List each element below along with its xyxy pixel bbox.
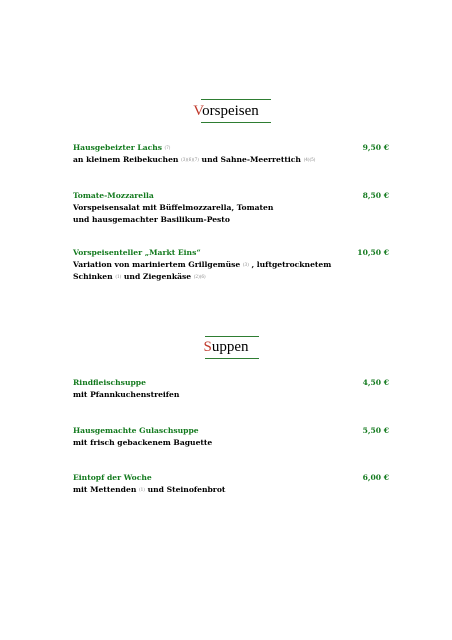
section-rule-top-vorspeisen [201,99,271,100]
menu-item [73,472,389,496]
description-text: Vorspeisensalat mit Büffelmozzarella, Tomaten [73,203,274,212]
item-price: 9,50 € [362,143,389,152]
item-description-line [73,484,389,496]
item-description-line [73,259,389,271]
description-text: und Ziegenkäse [123,272,192,281]
allergen-code: (1) [115,274,122,279]
item-name-line [73,142,389,154]
section-rule-top-suppen [205,336,259,337]
item-name-line [73,425,389,437]
allergen-code: (3) [242,262,249,267]
item-price: 10,50 € [357,248,389,257]
item-name: Eintopf der Woche [73,473,152,482]
allergen-code: (3)(6)(7) [181,157,199,162]
description-text: und hausgemachter Basilikum-Pesto [73,215,230,224]
item-description-line [73,271,389,283]
item-description-line [73,389,389,401]
section-rule-bottom-suppen [205,358,259,359]
section-title-initial: V [193,103,203,119]
item-name: Rindfleischsuppe [73,378,146,387]
description-text: Variation von mariniertem Grillgemüse [73,260,241,269]
section-title-vorspeisen [0,103,452,120]
item-name-line [73,377,389,389]
item-price: 5,50 € [362,426,389,435]
item-description-line [73,437,389,449]
description-text: mit Mettenden [73,485,137,494]
description-text: mit frisch gebackenem Baguette [73,438,213,447]
description-text: und Sahne-Meerrettich [201,155,301,164]
section-title-suppen [0,339,452,356]
allergen-code: (1) [139,487,145,492]
item-name-line [73,190,389,202]
item-description-line [73,214,389,226]
section-title-initial: S [203,339,212,355]
item-name-line [73,472,389,484]
description-text: Schinken [73,272,113,281]
section-title-rest: uppen [211,339,249,355]
menu-item [73,190,389,226]
item-name: Tomate-Mozzarella [73,191,154,200]
menu-item [73,425,389,449]
menu-item [73,142,389,166]
item-price: 6,00 € [362,473,389,482]
section-title-rest: orspeisen [202,103,259,119]
item-description-line [73,202,389,214]
description-text: an kleinem Reibekuchen [73,155,179,164]
allergen-code: (7) [164,145,171,150]
section-rule-bottom-vorspeisen [201,122,271,123]
item-price: 4,50 € [362,378,389,387]
allergen-code: (2)(6) [193,274,206,279]
item-name: Vorspeisenteller „Markt Eins“ [73,248,201,257]
menu-item [73,247,389,283]
item-name: Hausgemachte Gulaschsuppe [73,426,199,435]
description-text: und Steinofenbrot [147,485,226,494]
allergen-code: (4)(5) [303,157,316,162]
item-description-line [73,154,389,166]
menu-item [73,377,389,401]
description-text: , luftgetrocknetem [251,260,332,269]
item-price: 8,50 € [362,191,389,200]
item-name: Hausgebeizter Lachs [73,143,163,152]
description-text: mit Pfannkuchenstreifen [73,390,180,399]
item-name-line [73,247,389,259]
